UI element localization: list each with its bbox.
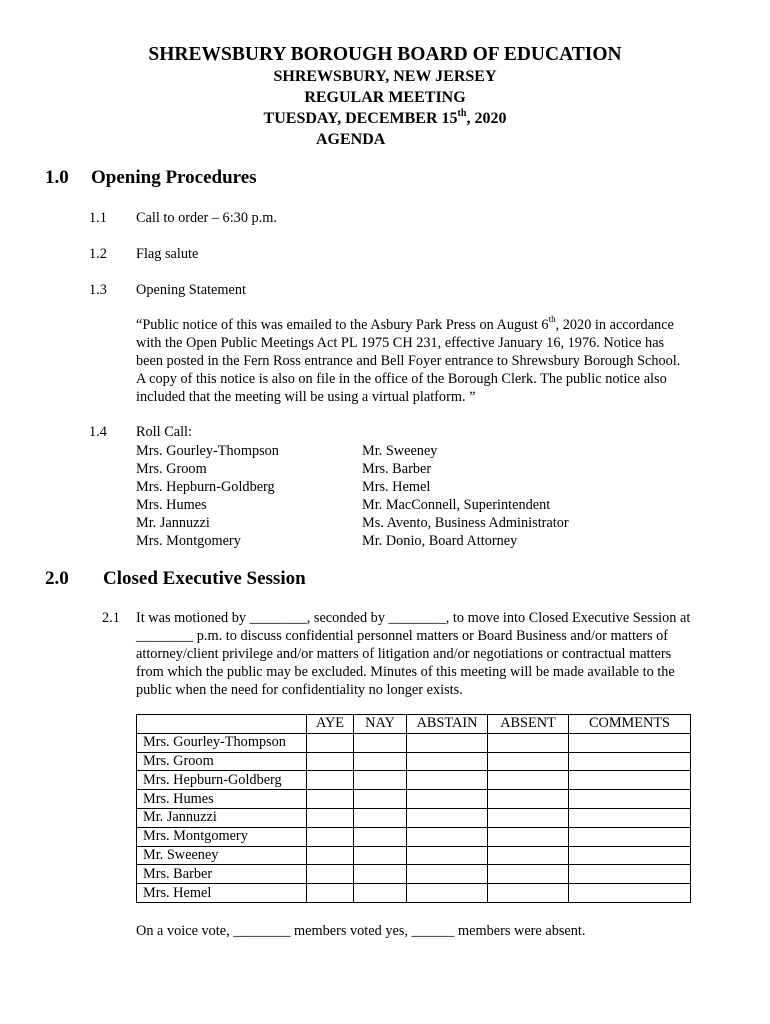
cell-nay	[354, 771, 407, 790]
cell-nay	[354, 752, 407, 771]
roll-call-member: Mrs. Montgomery	[136, 533, 241, 549]
cell-abstain	[407, 752, 488, 771]
section-2-number: 2.0	[45, 568, 69, 589]
roll-call-member: Mrs. Hemel	[362, 479, 431, 495]
voice-vote-text: On a voice vote, ________ members voted yes, ______ members were absent.	[136, 923, 586, 939]
cell-abstain	[407, 846, 488, 865]
table-row	[137, 771, 691, 790]
cell-nay	[354, 827, 407, 846]
roll-call-member: Mr. Jannuzzi	[136, 515, 210, 531]
meeting-date: TUESDAY, DECEMBER 15th, 2020	[263, 107, 507, 127]
item-number: 1.4	[89, 424, 107, 440]
member-name: Mrs. Groom	[137, 752, 307, 771]
member-name: Mrs. Hemel	[137, 884, 307, 903]
cell-aye	[307, 808, 354, 827]
cell-abstain	[407, 790, 488, 809]
cell-comments	[569, 733, 691, 752]
item-call-to-order: Call to order – 6:30 p.m.	[136, 210, 277, 226]
member-name: Mrs. Montgomery	[137, 827, 307, 846]
cell-absent	[488, 827, 569, 846]
cell-nay	[354, 846, 407, 865]
roll-call-member: Mr. Donio, Board Attorney	[362, 533, 518, 549]
table-row	[137, 865, 691, 884]
table-row	[137, 808, 691, 827]
member-name: Mrs. Gourley-Thompson	[137, 733, 307, 752]
cell-absent	[488, 884, 569, 903]
table-row	[137, 752, 691, 771]
roll-call-member: Mr. Sweeney	[362, 443, 438, 459]
roll-call-left-list	[136, 442, 279, 550]
cell-comments	[569, 808, 691, 827]
roll-call-member: Mrs. Humes	[136, 497, 207, 513]
cell-aye	[307, 733, 354, 752]
member-name: Mr. Jannuzzi	[137, 808, 307, 827]
opening-statement-text: “Public notice of this was emailed to the Asbury Park Press on August 6th, 2020 in accordance with the Open Public Meetings Act PL 1975 CH 231, effective January 16, 1976. Notice has been posted in the Fern Ross entrance and Bell Foyer entrance to Shrewsbury Borough School. A copy of this notice is also on file in the office of the Borough Clerk. The public notice also included that the meeting will be using a virtual platform. ”	[136, 314, 681, 405]
roll-call-member: Mrs. Gourley-Thompson	[136, 443, 279, 459]
cell-nay	[354, 884, 407, 903]
cell-nay	[354, 808, 407, 827]
roll-call-member: Ms. Avento, Business Administrator	[362, 515, 569, 531]
cell-aye	[307, 790, 354, 809]
cell-absent	[488, 846, 569, 865]
closed-session-motion-text: It was motioned by ________, seconded by ________, to move into Closed Executive Session at ________ p.m. to discuss confidential personnel matters or Board Business and/or matters of attorney/client privilege and/or matters of litigation and/or negotiations or contractual matters from which the public may be excluded. Minutes of this meeting will be made available to the public when the need for confidentiality no longer exists.	[136, 610, 691, 698]
roll-call-member: Mrs. Barber	[362, 461, 432, 477]
cell-abstain	[407, 827, 488, 846]
cell-absent	[488, 790, 569, 809]
header-absent: ABSENT	[488, 715, 569, 734]
cell-absent	[488, 771, 569, 790]
meeting-type: REGULAR MEETING	[304, 89, 466, 106]
vote-table-header	[137, 715, 691, 734]
roll-call-right-list	[362, 442, 569, 550]
header-aye: AYE	[307, 715, 354, 734]
cell-nay	[354, 865, 407, 884]
cell-abstain	[407, 771, 488, 790]
cell-abstain	[407, 733, 488, 752]
cell-absent	[488, 808, 569, 827]
location: SHREWSBURY, NEW JERSEY	[273, 68, 497, 85]
cell-abstain	[407, 808, 488, 827]
member-name: Mrs. Barber	[137, 865, 307, 884]
table-row	[137, 846, 691, 865]
member-name: Mrs. Hepburn-Goldberg	[137, 771, 307, 790]
item-number: 2.1	[102, 610, 120, 626]
agenda-label: AGENDA	[316, 131, 386, 148]
cell-comments	[569, 846, 691, 865]
cell-abstain	[407, 884, 488, 903]
item-number: 1.2	[89, 246, 107, 262]
roll-call-member: Mrs. Hepburn-Goldberg	[136, 479, 275, 495]
document-title: SHREWSBURY BOROUGH BOARD OF EDUCATION	[148, 44, 622, 65]
cell-absent	[488, 865, 569, 884]
item-number: 1.1	[89, 210, 107, 226]
cell-absent	[488, 752, 569, 771]
cell-nay	[354, 790, 407, 809]
section-2-title: Closed Executive Session	[103, 568, 306, 589]
table-row	[137, 884, 691, 903]
header-comments: COMMENTS	[569, 715, 691, 734]
header-abstain: ABSTAIN	[407, 715, 488, 734]
cell-aye	[307, 827, 354, 846]
table-row	[137, 733, 691, 752]
cell-comments	[569, 790, 691, 809]
roll-call-label: Roll Call:	[136, 424, 193, 440]
cell-comments	[569, 865, 691, 884]
cell-absent	[488, 733, 569, 752]
cell-abstain	[407, 865, 488, 884]
table-row	[137, 827, 691, 846]
member-name: Mr. Sweeney	[137, 846, 307, 865]
item-opening-statement: Opening Statement	[136, 282, 246, 298]
member-name: Mrs. Humes	[137, 790, 307, 809]
table-row	[137, 790, 691, 809]
header-member	[137, 715, 307, 734]
item-number: 1.3	[89, 282, 107, 298]
roll-call-member: Mr. MacConnell, Superintendent	[362, 497, 551, 513]
cell-comments	[569, 771, 691, 790]
header-nay: NAY	[354, 715, 407, 734]
cell-aye	[307, 865, 354, 884]
cell-comments	[569, 827, 691, 846]
cell-aye	[307, 846, 354, 865]
roll-call-member: Mrs. Groom	[136, 461, 207, 477]
vote-table	[136, 714, 691, 903]
cell-aye	[307, 752, 354, 771]
cell-aye	[307, 884, 354, 903]
item-flag-salute: Flag salute	[136, 246, 199, 262]
cell-comments	[569, 884, 691, 903]
section-1-number: 1.0	[45, 167, 69, 188]
cell-nay	[354, 733, 407, 752]
cell-comments	[569, 752, 691, 771]
cell-aye	[307, 771, 354, 790]
section-1-title: Opening Procedures	[91, 167, 257, 188]
